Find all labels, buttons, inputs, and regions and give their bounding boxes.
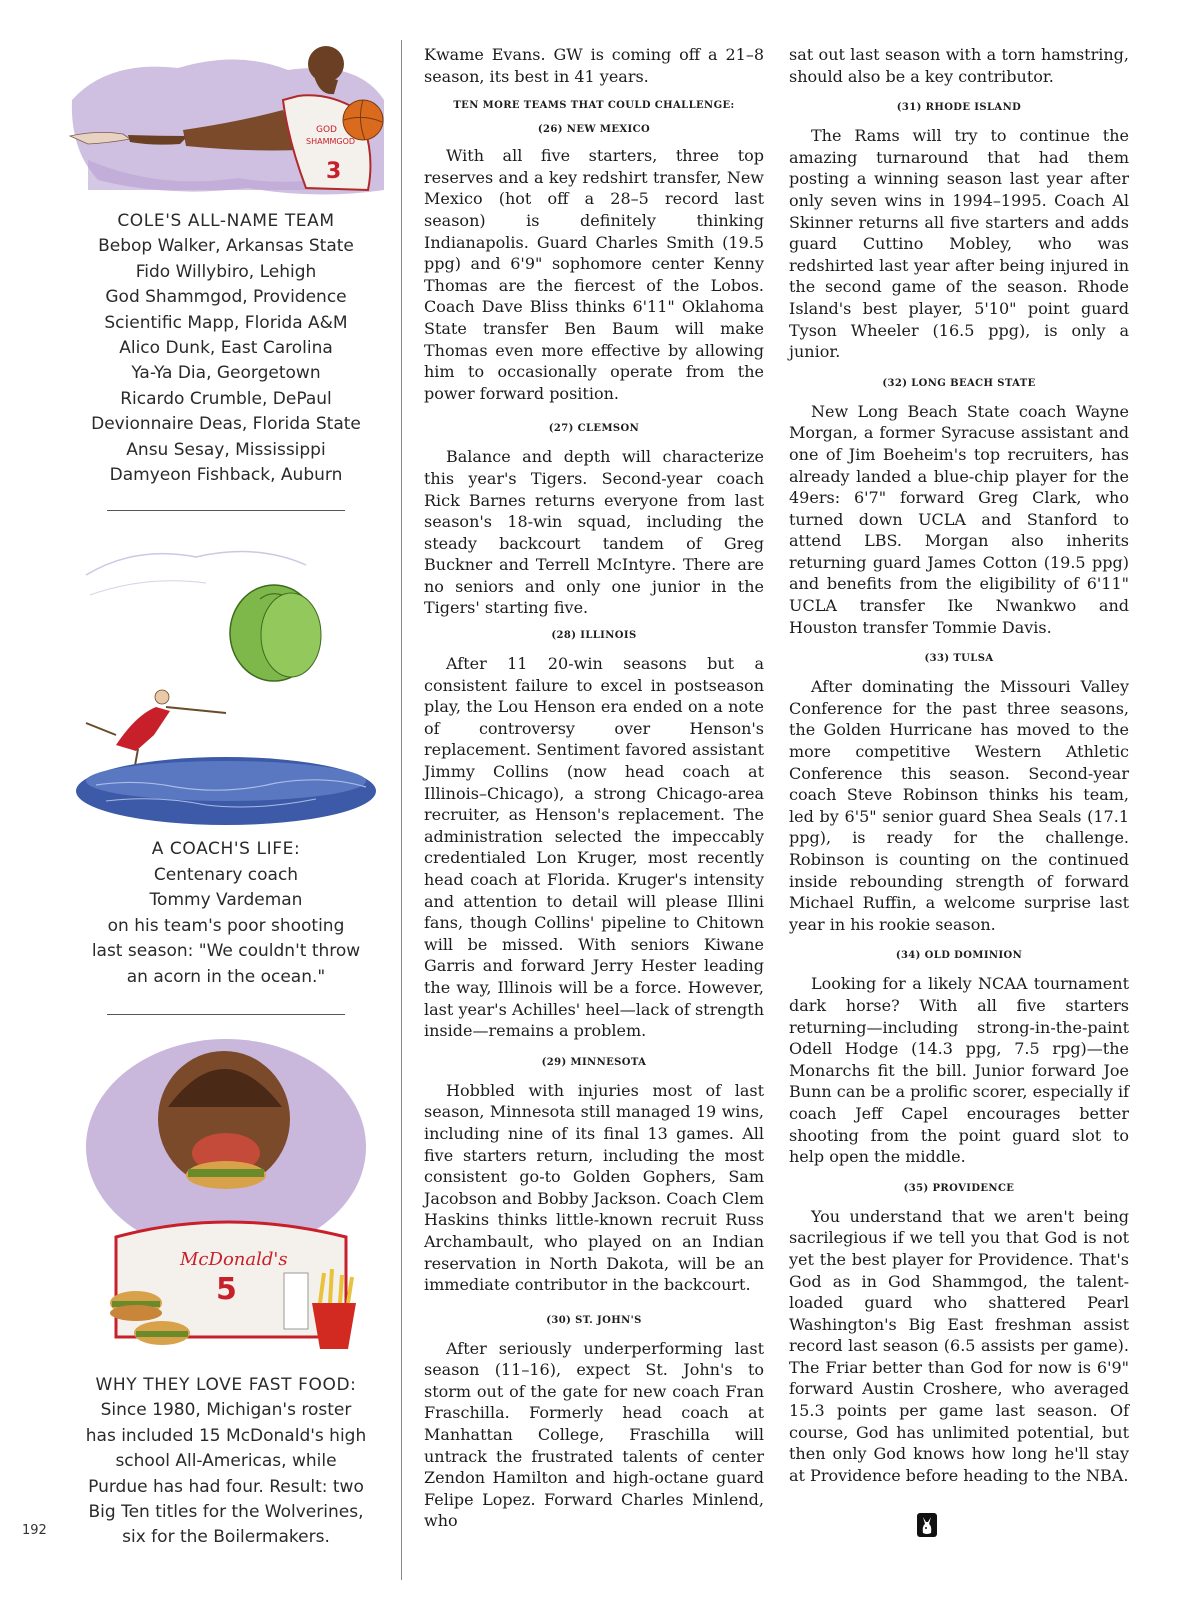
all-name-team-heading: COLE'S ALL-NAME TEAM xyxy=(117,211,335,231)
body-paragraph: Hobbled with injuries most of last season, Minnesota still managed 19 wins, including nine of its final 13 games. All five starters return, including the most consistent go-to Golden Gophers, Sam Jacobson and Bobby Jackson. Coach Clem Haskins thinks little-known recruit Russ Archambault, who played on an Indian reservation in North Dakota, will be an immediate contributor in the backcourt. xyxy=(424,1080,764,1295)
acorn-ocean-illustration xyxy=(76,535,376,825)
team-name: Damyeon Fishback, Auburn xyxy=(109,465,343,486)
caption-line: Purdue has had four. Result: two xyxy=(88,1476,364,1497)
fast-food-illustration xyxy=(76,1037,376,1357)
caption-line: last season: "We couldn't throw xyxy=(91,941,361,962)
caption-line: six for the Boilermakers. xyxy=(122,1527,330,1548)
team-name: Ricardo Crumble, DePaul xyxy=(120,388,332,409)
caption-line: Since 1980, Michigan's roster xyxy=(100,1400,352,1421)
caption-line: on his team's poor shooting xyxy=(107,915,345,936)
body-paragraph: sat out last season with a torn hamstring, should also be a key contributor. xyxy=(789,45,1129,86)
jersey2-text: McDonald's xyxy=(180,1248,288,1270)
column-divider xyxy=(401,40,402,1580)
caption-line: has included 15 McDonald's high xyxy=(85,1425,367,1446)
sidebar xyxy=(68,40,384,1551)
section-heading: (26) NEW MEXICO xyxy=(537,124,651,136)
body-paragraph: After seriously underperforming last season (11–16), expect St. John's to storm out of the gate for new coach Fran Fraschilla. Formerly head coach at Manhattan College, Fraschilla will untrack the frustrated talents of center Zendon Hamilton and high-octane guard Felipe Lopez. Forward Charles Minlend, who xyxy=(424,1338,764,1531)
sidebar-divider xyxy=(107,1014,345,1015)
section-heading: (30) ST. JOHN'S xyxy=(546,1314,642,1326)
body-paragraph: With all five starters, three top reserves and a key redshirt transfer, New Mexico (hot off a 28–5 record last season) is definitely thinking Indianapolis. Guard Charles Smith (19.5 ppg) and 6'9" sophomore center Kenny Thomas are the fiercest of the Lobos. Coach Dave Bliss thinks 6'11" Oklahoma State transfer Ben Baum will make Thomas even more effective by allowing him to occasionally operate from the power forward position. xyxy=(424,146,764,403)
section-heading: (31) RHODE ISLAND xyxy=(896,102,1022,114)
team-name: God Shammgod, Providence xyxy=(105,287,347,308)
jersey-text: GOD xyxy=(316,125,337,135)
fast-food-heading: WHY THEY LOVE FAST FOOD: xyxy=(95,1374,357,1395)
body-paragraph: Balance and depth will characterize this year's Tigers. Second-year coach Rick Barnes returns everyone from last season's 18-win squad, including the steady backcourt tandem of Greg Buckner and Terrell McIntyre. There are no seniors and only one junior in the Tigers' starting five. xyxy=(424,447,764,618)
team-name: Scientific Mapp, Florida A&M xyxy=(104,312,348,333)
body-paragraph: Looking for a likely NCAA tournament dark horse? With all five starters returning—including strong-in-the-paint Odell Hodge (14.3 ppg, 7.5 rpg)—the Monarchs fit the bill. Junior forward Joe Bunn can be a prolific scorer, especially if coach Jeff Capel encourages better shooting from the point guard slot to help open the middle. xyxy=(789,974,1129,1167)
coach-life-caption xyxy=(68,837,384,989)
all-name-team-caption xyxy=(68,209,384,488)
team-name: Devionnaire Deas, Florida State xyxy=(91,414,361,435)
section-heading: (32) LONG BEACH STATE xyxy=(882,377,1036,389)
coach-life-heading: A COACH'S LIFE: xyxy=(151,839,301,860)
sidebar-divider xyxy=(107,510,345,511)
section-heading: (35) PROVIDENCE xyxy=(903,1182,1015,1194)
caption-line: Big Ten titles for the Wolverines, xyxy=(88,1501,364,1522)
team-name: Ya-Ya Dia, Georgetown xyxy=(131,363,321,384)
body-paragraph: New Long Beach State coach Wayne Morgan, a former Syracuse assistant and one of Jim Boeheim's top recruiters, has already landed a blue-chip player for the 49ers: 6'7" forward Greg Clark, who turned down UCLA and Stanford to attend LBS. Morgan also inherits returning guard James Cotton (19.5 ppg) and benefits from the eligibility of 6'11" UCLA transfer Ike Nwankwo and Houston transfer Tommie Davis. xyxy=(789,401,1129,637)
caption-line: Tommy Vardeman xyxy=(149,890,303,911)
section-heading: (28) ILLINOIS xyxy=(551,630,637,642)
page-number: 192 xyxy=(22,1523,47,1538)
section-heading: (29) MINNESOTA xyxy=(541,1056,647,1068)
team-name: Fido Willybiro, Lehigh xyxy=(135,261,317,282)
jersey2-number: 5 xyxy=(216,1271,237,1307)
fast-food-caption xyxy=(68,1373,384,1551)
rabbit-head-end-mark-icon xyxy=(917,1513,937,1537)
team-name: Alico Dunk, East Carolina xyxy=(119,338,333,359)
caption-line: Centenary coach xyxy=(153,864,299,885)
body-paragraph: After 11 20-win seasons but a consistent failure to excel in postseason play, the Lou Henson era ended on a note of controversy over Henson's replacement. Sentiment favored assistant Jimmy Collins (now head coach at Illinois–Chicago), a strong Chicago-area recruiter, as Henson's replacement. The administration selected the impeccably credentialed Lon Kruger, most recently head coach at Florida. Kruger's intensity and attention to detail will please Illini fans, though Collins' pipeline to Chitown will be missed. With seniors Kiwane Garris and forward Jerry Hester leading the way, Illinois will be a force. However, last year's Achilles' heel—lack of strength inside—remains a problem. xyxy=(424,654,764,1041)
section-heading: (27) CLEMSON xyxy=(548,423,640,435)
body-paragraph: You understand that we aren't being sacrilegious if we tell you that God is not yet the best player for Providence. That's God as in God Shammgod, the talent-loaded guard who shattered Pearl Washington's Big East freshman assist record last season (6.5 assists per game). The Friar better than God for now is 6'9" forward Austin Croshere, who averaged 15.3 points per game last season. Of course, God has unlimited potential, but then only God knows how long he'll stay at Providence before heading to the NBA. xyxy=(789,1206,1129,1485)
caption-line: an acorn in the ocean." xyxy=(126,966,326,987)
article-column-2 xyxy=(424,44,764,1532)
section-heading: (33) TULSA xyxy=(924,653,994,665)
jersey-name: SHAMMGOD xyxy=(306,137,356,146)
team-name: Ansu Sesay, Mississippi xyxy=(126,439,326,460)
caption-line: school All-Americas, while xyxy=(115,1451,337,1472)
team-name: Bebop Walker, Arkansas State xyxy=(98,236,354,257)
section-heading: (34) OLD DOMINION xyxy=(895,950,1023,962)
body-paragraph: After dominating the Missouri Valley Conference for the past three seasons, the Golden Hurricane has moved to the more competitive Western Athletic Conference this season. Second-year coach Steve Robinson thinks his team, led by 6'5" senior guard Shea Seals (17.1 ppg), is ready for the challenge. Robinson is counting on the continued inside rebounding strength of forward Michael Ruffin, a welcome surprise last year in his rookie season. xyxy=(789,677,1129,934)
body-paragraph: The Rams will try to continue the amazing turnaround that had them posting a winning season last year after only seven wins in 1994–1995. Coach Al Skinner returns all five starters and adds guard Cuttino Mobley, who was redshirted last year after being injured in the second game of the season. Rhode Island's best player, 5'10" point guard Tyson Wheeler (16.5 ppg), is only a junior. xyxy=(789,126,1129,362)
section-subhead: TEN MORE TEAMS THAT COULD CHALLENGE: xyxy=(453,100,735,112)
article-column-3 xyxy=(789,44,1129,1486)
jersey-number: 3 xyxy=(326,159,342,184)
shammgod-illustration xyxy=(68,40,388,195)
body-paragraph: Kwame Evans. GW is coming off a 21–8 season, its best in 41 years. xyxy=(424,45,764,86)
